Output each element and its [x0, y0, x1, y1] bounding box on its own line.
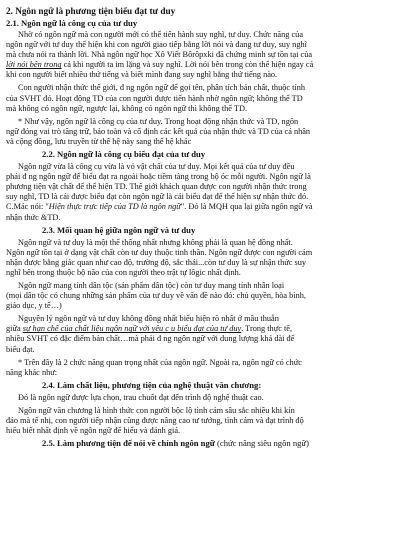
paragraph-line: giáo dục, y tế…)	[6, 301, 62, 311]
paragraph-line: * Trên đây là 2 chức năng quan trọng nhất của ngôn ngữ. Ngoài ra, ngôn ngữ có chức	[18, 357, 302, 367]
emphasis-text: lời nói bên trong	[6, 60, 62, 70]
paragraph-line: nhận được bằng giác quan như cao độ, trường độ, sắc thái...còn tư duy là sự nhận thức suy	[6, 257, 307, 267]
paragraph-line: Ngôn ngữ văn chương là hình thức con người bộc lộ tình cảm sâu sắc nhiều khi kín	[18, 405, 295, 415]
heading-note: (chức năng siêu ngôn ngữ)	[214, 438, 309, 449]
paragraph-line	[6, 202, 409, 212]
paragraph-line: của SVHT đó. Hoạt động TD của con người được tiến hành nhờ ngôn ngữ; không thể TD	[6, 93, 303, 103]
paragraph-line: Ngôn ngữ mang tính dân tộc (sản phẩm dân tộc) còn tư duy mang tính nhân loại	[18, 280, 285, 290]
subsection-heading: 2.3. Mối quan hệ giữa ngôn ngữ và tư duy	[42, 224, 196, 235]
subsection-heading: 2.4. Làm chất liệu, phương tiện của nghệ thuật văn chương:	[42, 379, 262, 390]
subsection-heading	[42, 438, 409, 449]
paragraph-text: cả khi người ta im lặng và suy nghĩ. Lời nói bên trong còn thể hiện ngay cả	[61, 60, 314, 70]
paragraph-line: biểu đạt.	[6, 344, 35, 354]
paragraph-line: Nhờ có ngôn ngữ mà con người mới có thể tiến hành suy nghĩ, tư duy. Chức năng của	[18, 30, 304, 39]
paragraph-line: ngôn ngữ với tư duy thể hiện khi con người giao tiếp bằng lời nói và đang tư duy, suy nghĩ	[6, 40, 307, 50]
paragraph-line: (mọi dân tộc có chung những sản phẩm của tư duy về vấn đề nào đó: chủ quyền, hòa bình,	[6, 291, 307, 301]
paragraph-text: giữa	[6, 324, 23, 334]
paragraph-line: phương tiện vật chất để thể hiện TD. Thế giới khách quan được con người nhận thức trong	[6, 182, 307, 192]
paragraph-line: nhiều SVHT có đặc điểm bản chất…mà phải đ ng ngôn ngữ với dung lượng khá dài để	[6, 334, 295, 344]
paragraph-text: ". Đó là MQH qua lại giữa ngôn ngữ và	[180, 202, 313, 212]
emphasis-text: sự hạn chế của chất liệu ngôn ngữ với yêu c u biểu đạt của tư duy	[22, 324, 242, 334]
paragraph-line: ngữ đóng vai trò tăng trữ, bảo toàn và cố định các kết quả của nhận thức và TD của cá nhân	[6, 126, 311, 136]
paragraph-line: nghĩ bên trong thuộc bộ não của con người theo trật tự lôgic nhất định.	[6, 267, 241, 277]
paragraph-line: đáo mà tế nhị, con người tiếp nhận cũng được nâng cao tư tưởng, tình cảm và đạt trình độ	[6, 416, 304, 425]
paragraph-line: khi con người biết nhiều thứ tiếng và biết mình đang suy nghĩ bằng thứ tiếng nào.	[6, 70, 278, 80]
paragraph-line: mà không có ngôn ngữ, ngược lại, không có ngôn ngữ thì không thể TD.	[6, 103, 248, 113]
paragraph-line: Ngôn ngữ vừa là công cụ vừa là vỏ vật chất của tư duy. Mọi kết quả của tư duy đều	[18, 162, 295, 172]
paragraph-line: phải đ ng ngôn ngữ để biểu đạt ra ngoài hoặc tiềm tàng trong bộ óc mỗi người. Ngôn ngữ là	[6, 172, 311, 182]
paragraph-line: suy nghĩ, TD là cái được biểu đạt còn ngôn ngữ là cái biểu đạt để thể hiện sự nhận thức đó.	[6, 192, 309, 202]
subsection-heading: 2.1. Ngôn ngữ là công cụ của tư duy	[6, 18, 138, 28]
paragraph-line: Đó là ngôn ngữ được lựa chọn, trau chuốt đạt đến trình độ nghệ thuật cao.	[18, 392, 264, 402]
paragraph-line: Ngôn ngữ và tư duy là một thể thống nhất nhưng không phải là quan hệ đồng nhất.	[18, 237, 293, 247]
paragraph-line	[6, 60, 409, 70]
paragraph-line: mà chưa nói ra thành lời. Nhà ngôn ngữ học Xô Viết Bôrôpxki đã chứng minh sự tồn tại của	[6, 50, 313, 60]
subsection-heading: 2.2. Ngôn ngữ là công cụ biểu đạt của tư duy	[42, 149, 206, 160]
paragraph-line: và cộng đồng, lưu truyền từ thế hệ này sang thế hệ khác	[6, 136, 192, 146]
paragraph-line: năng khác như:	[6, 367, 58, 377]
quote-text: Hiện thực trực tiếp của TD là ngôn ngữ	[48, 202, 181, 212]
paragraph-line: nhận thức &TD.	[6, 212, 61, 222]
paragraph-text: C.Mác nói: "	[6, 202, 49, 212]
heading-text: 2.5. Làm phương tiện để nói về chính ngôn ngữ	[42, 438, 215, 449]
paragraph-line: * Như vậy, ngôn ngữ là công cụ của tư duy. Trong hoạt động nhận thức và TD, ngôn	[18, 116, 299, 126]
paragraph-line: Ngôn ngữ tồn tại ở dạng vật chất còn tư duy thuộc tinh thần. Ngôn ngữ được con người cảm	[6, 247, 313, 257]
paragraph-text: . Trong thực tế,	[241, 324, 293, 334]
paragraph-line: hiểu biết nhất định về ngôn ngữ để hiểu và đánh giá.	[6, 426, 181, 436]
paragraph-line: Con người nhận thức thế giới, đ ng ngôn ngữ để gọi tên, phân tích bản chất, thuộc tính	[18, 83, 306, 93]
section-heading: 2. Ngôn ngữ là phương tiện biểu đạt tư duy	[6, 6, 176, 16]
paragraph-line	[6, 324, 409, 334]
paragraph-line: Nguyên lý ngôn ngữ và tư duy không đồng nhất biểu hiện rõ nhất ở mâu thuẫn	[18, 314, 279, 324]
